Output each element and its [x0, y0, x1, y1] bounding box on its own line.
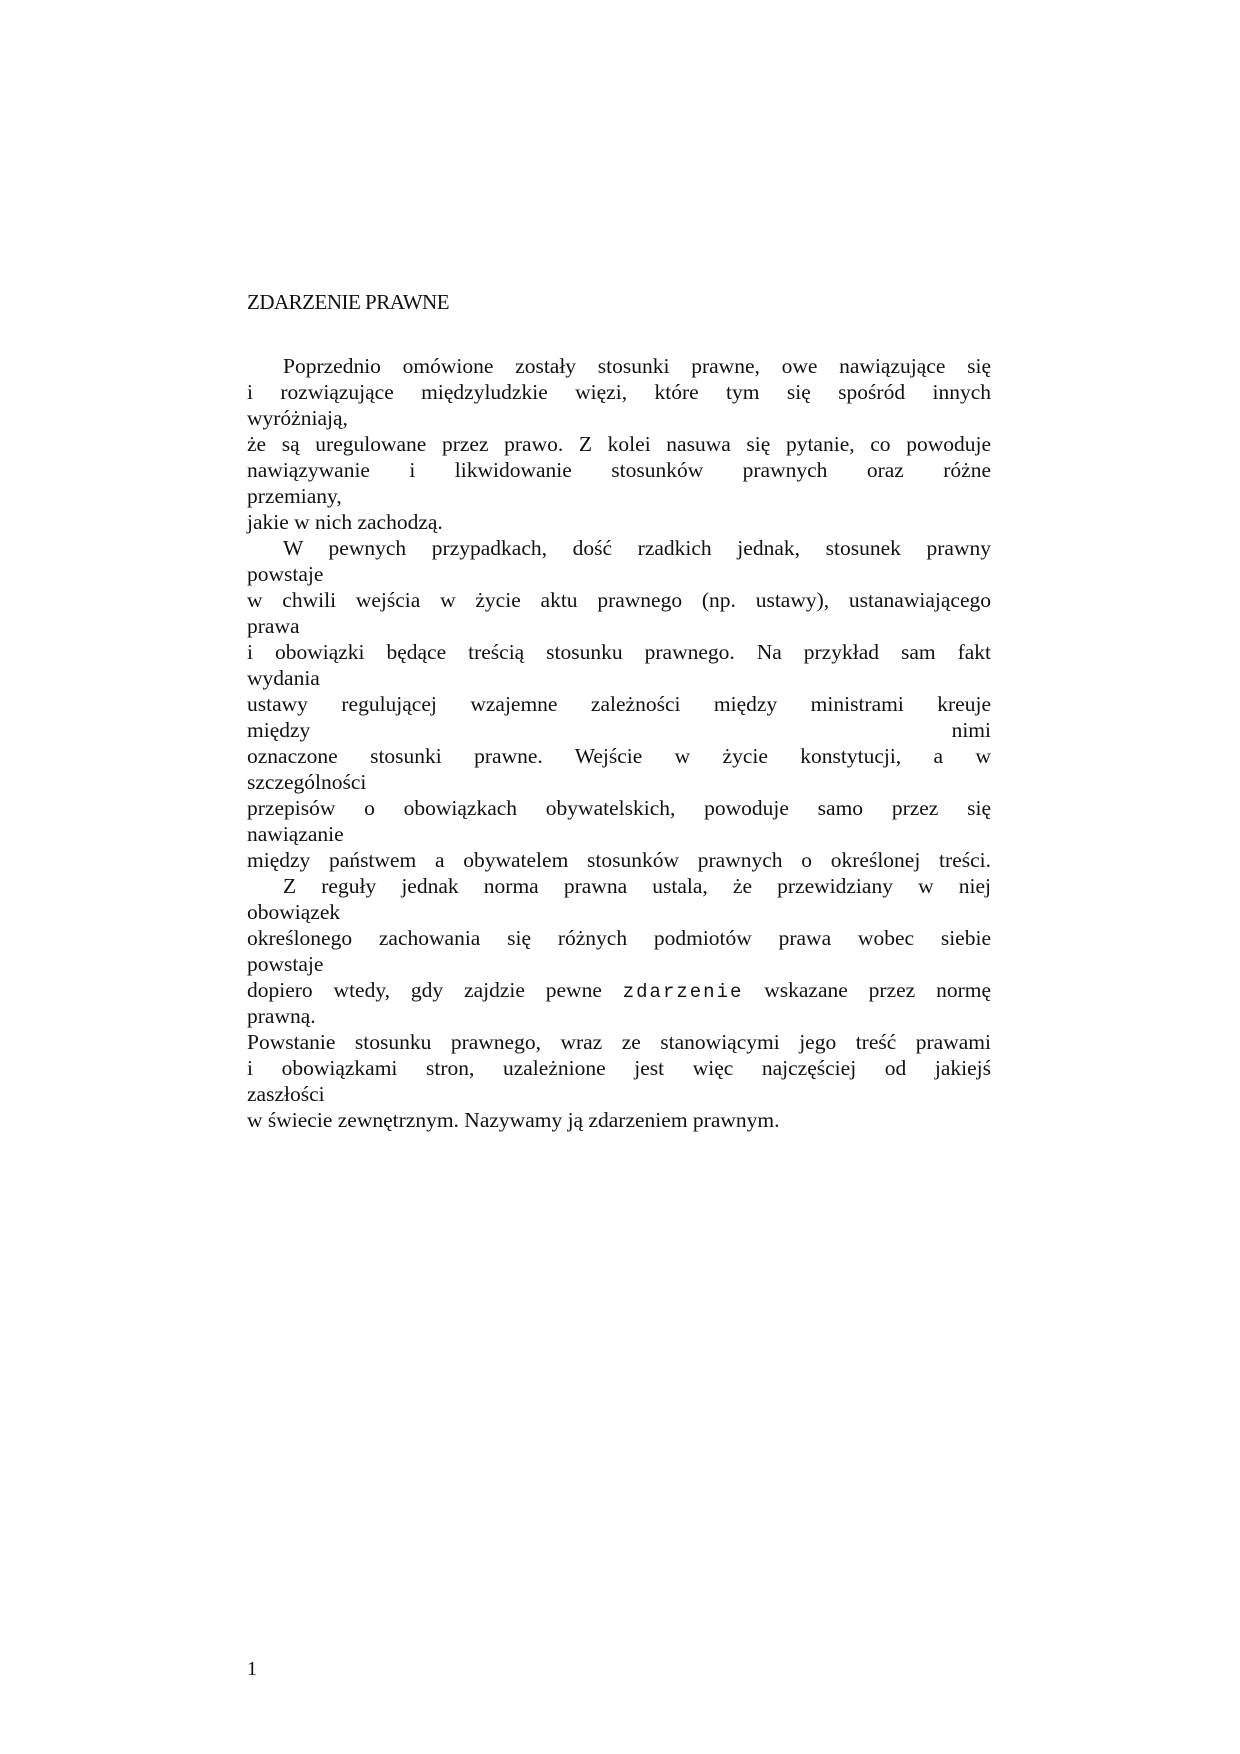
text-line: że są uregulowane przez prawo. Z kolei nasuwa się pytanie, co powoduje [247, 432, 991, 456]
text-line: w świecie zewnętrznym. Nazywamy ją zdarzeniem prawnym. [247, 1108, 780, 1132]
text-line: szczególności [247, 770, 367, 794]
text-line: zaszłości [247, 1082, 325, 1106]
text-line: przepisów o obowiązkach obywatelskich, powoduje samo przez się [247, 796, 991, 820]
text-line: między nimi [247, 718, 991, 742]
text-line: powstaje [247, 562, 324, 586]
page-number: 1 [247, 1658, 257, 1680]
text-line: określonego zachowania się różnych podmiotów prawa wobec siebie [247, 926, 991, 950]
text-line: i obowiązki będące treścią stosunku prawnego. Na przykład sam fakt [247, 640, 991, 664]
text-line: prawa [247, 614, 300, 638]
text-line: i obowiązkami stron, uzależnione jest więc najczęściej od jakiejś [247, 1056, 991, 1080]
text-line: w chwili wejścia w życie aktu prawnego (np. ustawy), ustanawiającego [247, 588, 991, 612]
text-line: nawiązanie [247, 822, 344, 846]
text-line: wydania [247, 666, 320, 690]
text-segment: wskazane przez normę [743, 978, 991, 1002]
text-segment: dopiero wtedy, gdy zajdzie pewne [247, 978, 623, 1002]
text-line: i rozwiązujące międzyludzkie więzi, które tym się spośród innych [247, 380, 991, 404]
emphasized-term: zdarzenie [622, 981, 744, 1003]
text-line: Poprzednio omówione zostały stosunki prawne, owe nawiązujące się [283, 354, 991, 378]
document-body [247, 353, 991, 1133]
text-line: oznaczone stosunki prawne. Wejście w życie konstytucji, a w [247, 744, 991, 768]
text-line: Powstanie stosunku prawnego, wraz ze stanowiącymi jego treść prawami [247, 1030, 991, 1054]
text-line-emphasis [247, 977, 991, 1003]
text-line: jakie w nich zachodzą. [247, 510, 443, 534]
document-title: ZDARZENIE PRAWNE [247, 290, 450, 314]
text-line: nawiązywanie i likwidowanie stosunków prawnych oraz różne [247, 458, 991, 482]
text-line: prawną. [247, 1004, 316, 1028]
text-line: powstaje [247, 952, 324, 976]
text-line: ustawy regulującej wzajemne zależności między ministrami kreuje [247, 692, 991, 716]
text-line: obowiązek [247, 900, 341, 924]
text-line: między państwem a obywatelem stosunków prawnych o określonej treści. [247, 848, 991, 872]
text-line: W pewnych przypadkach, dość rzadkich jednak, stosunek prawny [283, 536, 991, 560]
text-line: przemiany, [247, 484, 342, 508]
text-line: wyróżniają, [247, 406, 348, 430]
text-line: Z reguły jednak norma prawna ustala, że przewidziany w niej [283, 874, 991, 898]
